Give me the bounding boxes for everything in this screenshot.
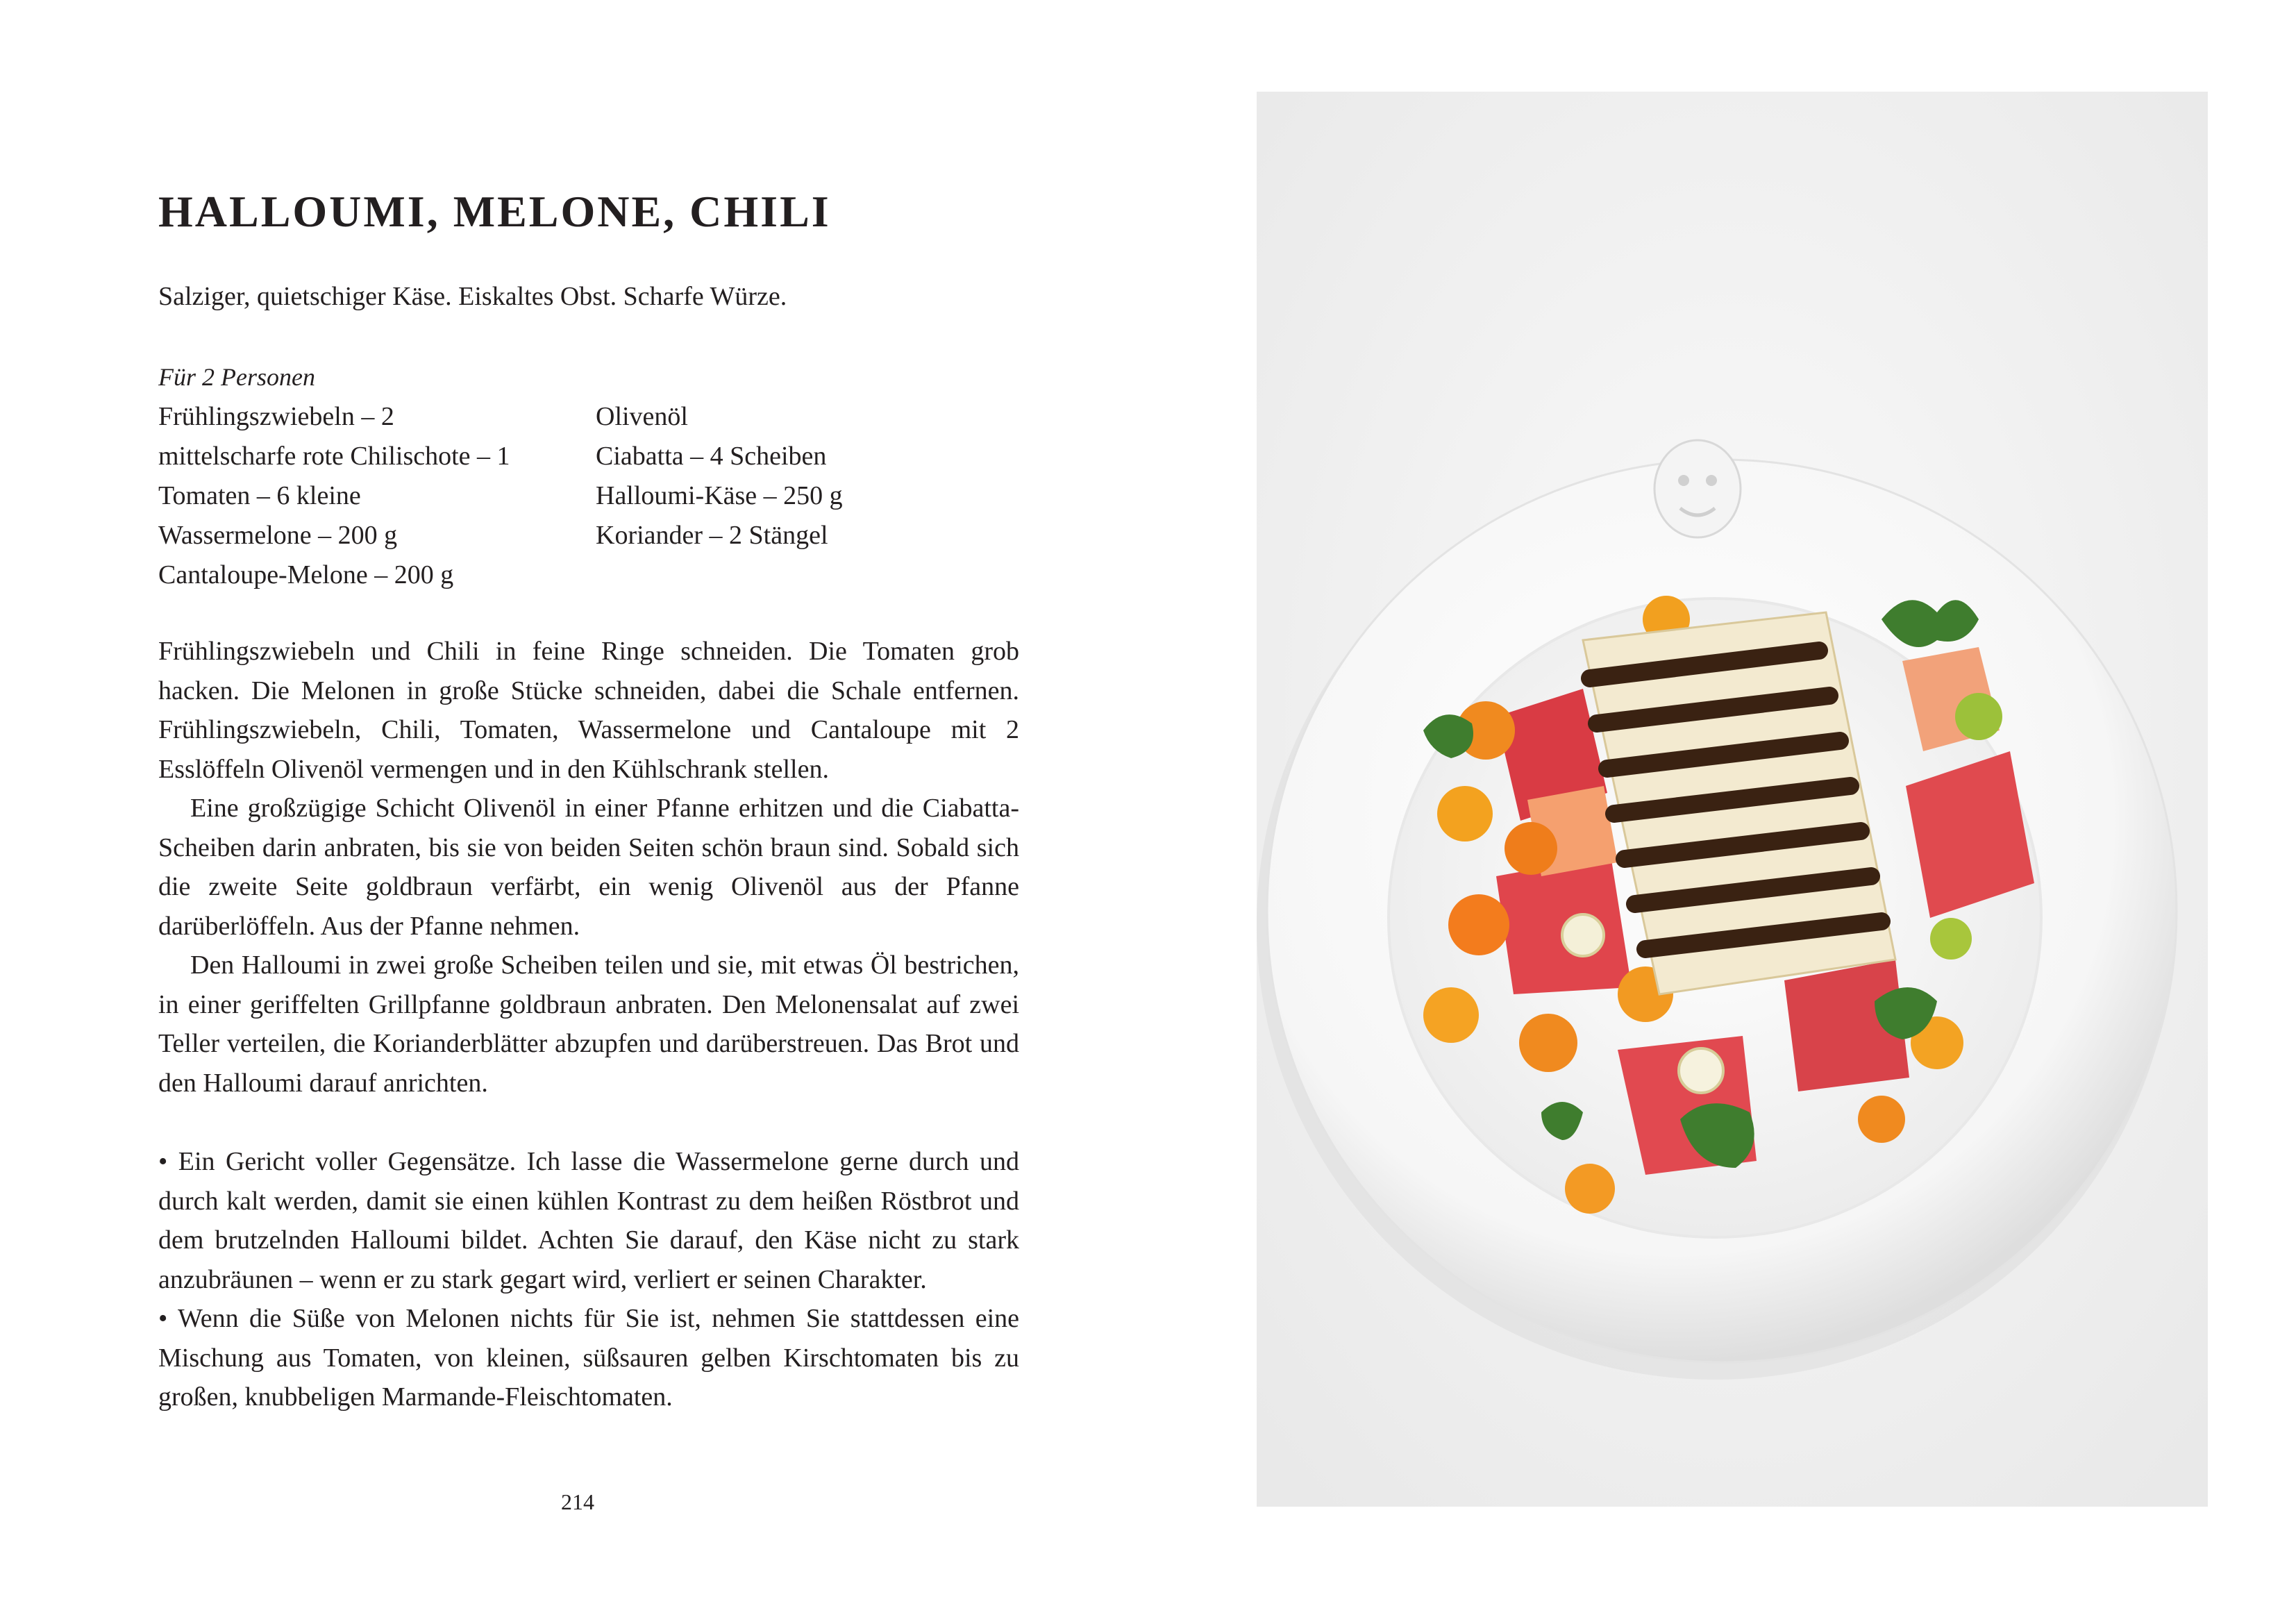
tomato [1858, 1096, 1905, 1143]
recipe-title: HALLOUMI, MELONE, CHILI [158, 187, 831, 236]
page-number: 214 [561, 1489, 594, 1514]
servings-label: Für 2 Personen [158, 363, 315, 391]
tips-notes [158, 1142, 1019, 1417]
tip-item: • Wenn die Süße von Melonen nichts für Sie ist, nehmen Sie stattdessen eine Mischung aus Tomaten, von kleinen, süßsauren gelben Kirschtomaten bis zu großen, knubbeligen Marmande-Fleischtomaten. [158, 1304, 1019, 1412]
green-tomato [1955, 693, 2002, 740]
tomato [1448, 894, 1509, 955]
tomato [1423, 987, 1479, 1043]
tomato [1565, 1164, 1615, 1214]
ingredient-item: Koriander – 2 Stängel [596, 521, 828, 550]
tip-item: • Ein Gericht voller Gegensätze. Ich lasse die Wassermelone gerne durch und durch kalt werden, damit sie einen kühlen Kontrast zu dem heißen Röstbrot und dem brutzelnden Halloumi bildet. Achten Sie darauf, den Käse nicht zu stark anzubräunen – wenn er zu stark gegart wird, verliert er seinen Charakter. [158, 1147, 1019, 1294]
tomato [1505, 822, 1557, 875]
ingredient-list-left [158, 397, 510, 595]
method-paragraph: Frühlingszwiebeln und Chili in feine Ringe schneiden. Die Tomaten grob hacken. Die Melonen in große Stücke schneiden, dabei die Schale entfernen. Frühlingszwiebeln, Chili, Tomaten, Wassermelone und Cantaloupe mit 2 Esslöffeln Olivenöl vermengen und in den Kühlschrank stellen. [158, 637, 1019, 784]
ingredient-item: Wassermelone – 200 g [158, 521, 398, 550]
ingredient-item: Olivenöl [596, 402, 688, 431]
method-paragraph: Den Halloumi in zwei große Scheiben teilen und sie, mit etwas Öl bestrichen, in einer geriffelten Grillpfanne goldbraun anbraten. Den Melonensalat auf zwei Teller verteilen, die Korianderblätter abzupfen und darüberstreuen. Das Brot und den Halloumi darauf anrichten. [158, 951, 1019, 1098]
ingredient-item: Tomaten – 6 kleine [158, 481, 361, 510]
onion-ring [1562, 914, 1604, 956]
method-text [158, 632, 1019, 1103]
ingredient-item: Frühlingszwiebeln – 2 [158, 402, 394, 431]
recipe-subtitle: Salziger, quietschiger Käse. Eiskaltes Obst. Scharfe Würze. [158, 282, 787, 311]
method-paragraph: Eine großzügige Schicht Olivenöl in einer Pfanne erhitzen und die Ciabatta-Scheiben darin anbraten, bis sie von beiden Seiten schön braun sind. Sobald sich die zweite Seite goldbraun verfärbt, ein wenig Olivenöl aus der Pfanne darüberlöffeln. Aus der Pfanne nehmen. [158, 794, 1019, 941]
ingredient-item: Ciabatta – 4 Scheiben [596, 442, 827, 471]
dish-photo [1257, 92, 2208, 1507]
ingredient-item: Halloumi-Käse – 250 g [596, 481, 843, 510]
green-tomato [1930, 918, 1972, 960]
onion-ring [1679, 1048, 1723, 1093]
tomato [1437, 786, 1493, 842]
ingredient-item: mittelscharfe rote Chilischote – 1 [158, 442, 510, 471]
ingredient-list-right [596, 397, 843, 555]
tomato [1519, 1014, 1577, 1072]
ingredient-item: Cantaloupe-Melone – 200 g [158, 560, 454, 589]
dish-illustration [1257, 92, 2208, 1507]
plate-ornament [1654, 440, 1741, 537]
